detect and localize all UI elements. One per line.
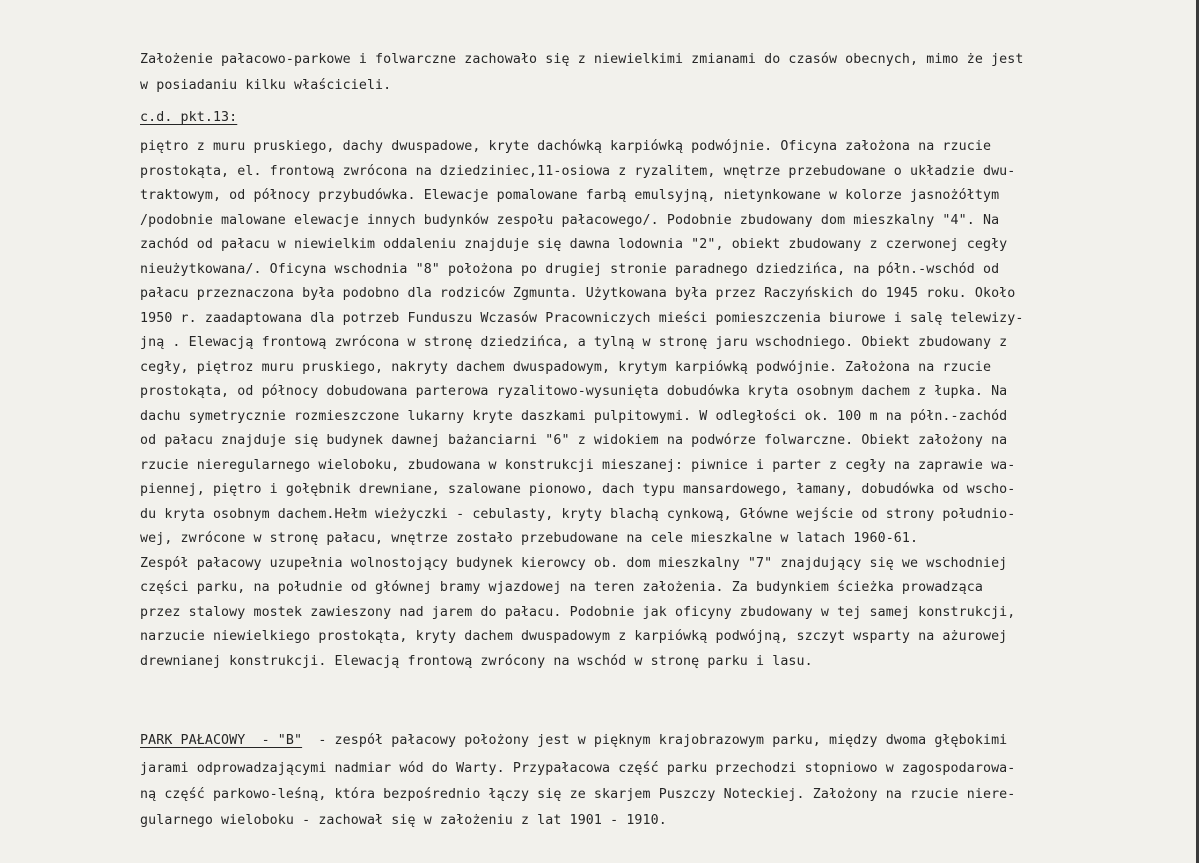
text-line: cegły, piętroz muru pruskiego, nakryty dachem dwuspadowym, krytym karpiówką podwójnie. Założona na rzucie bbox=[140, 359, 992, 375]
text-line: 1950 r. zaadaptowana dla potrzeb Funduszu Wczasów Pracowniczych mieści pomieszczenia biurowe i salę telewizy- bbox=[140, 310, 1024, 326]
text-line: piętro z muru pruskiego, dachy dwuspadowe, kryte dachówką karpiówką podwójnie. Oficyna założona na rzucie bbox=[140, 139, 992, 154]
text-line: prostokąta, el. frontową zwrócona na dziedziniec,11-osiowa z ryzalitem, wnętrze przebudowane o układzie dwu- bbox=[140, 163, 1016, 179]
text-line: ną część parkowo-leśną, która bezpośrednio łączy się ze skarjem Puszczy Noteckiej. Założony na rzucie niere- bbox=[140, 787, 1016, 802]
text-line: części parku, na południe od głównej bramy wjazdowej na teren założenia. Za budynkiem ścieżka prowadząca bbox=[140, 580, 983, 595]
text-line: traktowym, od północy przybudówka. Elewacje pomalowane farbą emulsyjną, nietynkowane w kolorze jasnożółtym bbox=[140, 188, 1000, 203]
section-heading: c.d. pkt.13: bbox=[140, 110, 238, 125]
text-line: przez stalowy mostek zawieszony nad jarem do pałacu. Podobnie jak oficyny zbudowany w tej samej konstrukcji, bbox=[140, 604, 1016, 620]
park-first-line-text: - zespół pałacowy położony jest w pięknym krajobrazowym parku, między dwoma głębokimi bbox=[302, 733, 1008, 748]
text-line: jną . Elewacją frontową zwrócona w stronę dziedzińca, a tylną w stronę jaru wschodniego. Obiekt zbudowany z bbox=[140, 335, 1008, 350]
text-line: gularnego wieloboku - zachował się w założeniu z lat 1901 - 1910. bbox=[140, 813, 667, 828]
text-line: pałacu przeznaczona była podobno dla rodziców Zgmunta. Użytkowana była przez Raczyńskich do 1945 roku. Około bbox=[140, 286, 1016, 301]
text-line: w posiadaniu kilku właścicieli. bbox=[140, 78, 392, 93]
text-line: nieużytkowana/. Oficyna wschodnia "8" położona po drugiej stronie paradnego dziedzińca, na półn.-wschód od bbox=[140, 261, 1000, 277]
text-line: drewnianej konstrukcji. Elewacją frontową zwrócony na wschód w stronę parku i lasu. bbox=[140, 653, 813, 669]
text-line: du kryta osobnym dachem.Hełm wieżyczki - cebulasty, kryty blachą cynkową, Główne wejście od strony południo- bbox=[140, 506, 1016, 522]
text-line: zachód od pałacu w niewielkim oddaleniu znajduje się dawna lodownia "2", obiekt zbudowany z czerwonej cegły bbox=[140, 237, 1008, 252]
park-heading: PARK PAŁACOWY - "B" bbox=[140, 733, 303, 748]
text-line: od pałacu znajduje się budynek dawnej bażanciarni "6" z widokiem na podwórze folwarczne. Obiekt założony na bbox=[140, 433, 1008, 448]
text-line: jarami odprowadzającymi nadmiar wód do Warty. Przypałacowa część parku przechodzi stopniowo w zagospodarowa- bbox=[140, 761, 1016, 776]
text-line: /podobnie malowane elewacje innych budynków zespołu pałacowego/. Podobnie zbudowany dom mieszkalny "4". Na bbox=[140, 212, 1000, 228]
park-first-line bbox=[140, 733, 1007, 748]
text-line: Zespół pałacowy uzupełnia wolnostojący budynek kierowcy ob. dom mieszkalny "7" znajdujący się we wschodniej bbox=[140, 555, 1008, 571]
text-line: piennej, piętro i gołębnik drewniane, szalowane pionowo, dach typu mansardowego, łamany, dobudówka od wscho- bbox=[140, 482, 1016, 497]
text-line: narzucie niewielkiego prostokąta, kryty dachem dwuspadowym z karpiówką podwójną, szczyt wsparty na ażurowej bbox=[140, 629, 1008, 644]
text-line: rzucie nieregularnego wieloboku, zbudowana w konstrukcji mieszanej: piwnice i parter z cegły na zaprawie wa- bbox=[140, 457, 1016, 473]
text-line: Założenie pałacowo-parkowe i folwarczne zachowało się z niewielkimi zmianami do czasów obecnych, mimo że jest bbox=[140, 52, 1024, 67]
text-line: wej, zwrócone w stronę pałacu, wnętrze zostało przebudowane na cele mieszkalne w latach 1960-61. bbox=[140, 531, 919, 546]
text-line: prostokąta, od północy dobudowana parterowa ryzalitowo-wysunięta dobudówka kryta osobnym dachem z łupka. Na bbox=[140, 384, 1008, 399]
text-line: dachu symetrycznie rozmieszczone lukarny kryte daszkami pulpitowymi. W odległości ok. 100 m na półn.-zachód bbox=[140, 408, 1008, 424]
